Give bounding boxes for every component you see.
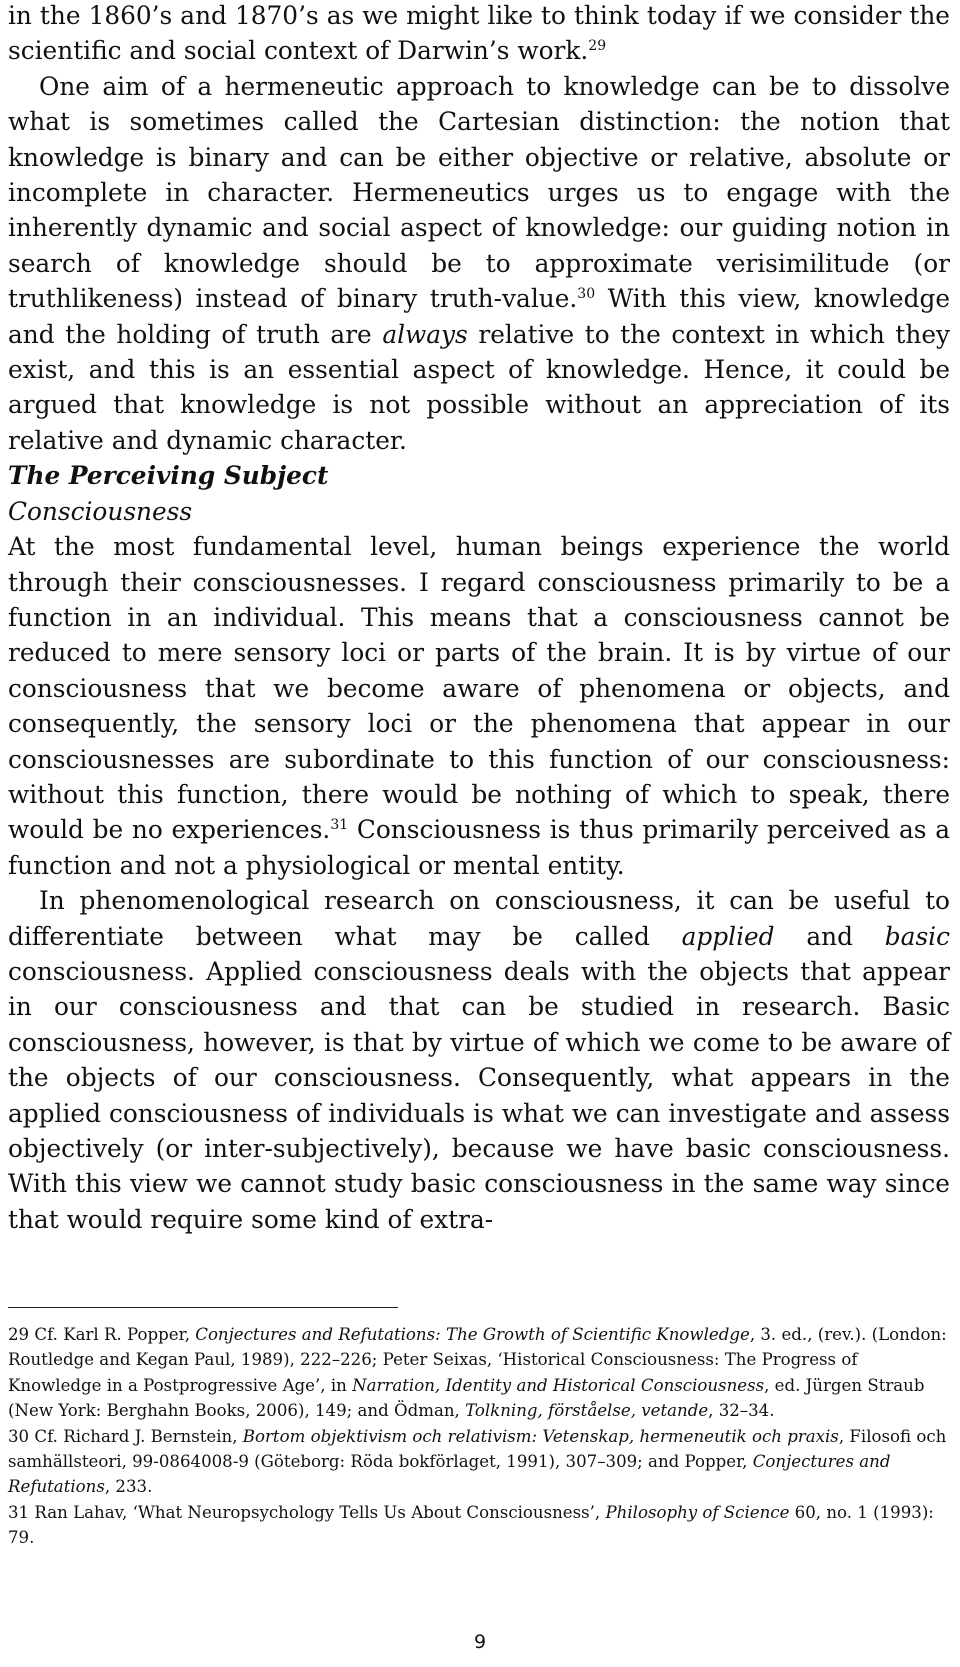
footnote-30: 30 Cf. Richard J. Bernstein, Bortom objektivism och relativism: Vetenskap, hermeneutik och praxis, Filosofi och samhällsteori, 99-0864008-9 (Göteborg: Röda bokförlaget, 1991), 307–309; and Popper, Conjectures and Refutations, 233. [8,1426,947,1497]
subsection-heading: Consciousness [8,496,193,526]
footnote-number: 30 [8,1426,30,1446]
page-number: 9 [473,1631,487,1653]
footnote-31: 31 Ran Lahav, ‘What Neuropsychology Tells Us About Consciousness’, Philosophy of Science 60, no. 1 (1993): 79. [8,1502,934,1548]
footnote-29: 29 Cf. Karl R. Popper, Conjectures and Refutations: The Growth of Scientific Knowledge, 3. ed., (rev.). (London: Routledge and Kegan Paul, 1989), 222–226; Peter Seixas, ‘Historical Consciousness: The Progress of Knowledge in a Postprogressive Age’, in Narration, Identity and Historical Consciousness, ed. Jürgen Straub (New York: Berghahn Books, 2006), 149; and Ödman, Tolkning, förståelse, vetande, 32–34. [8,1325,947,1421]
main-text [8,0,950,1237]
footnote-number: 31 [8,1502,30,1522]
paragraph-1: in the 1860’s and 1870’s as we might like to think today if we consider the scientific and social context of Darwin’s work.$^{29}$ [8,1,950,66]
paragraph-4: In phenomenological research on consciousness, it can be useful to differentiate between what may be called applied and basic consciousness. Applied consciousness deals with the objects that appear in our consciousness and that can be studied in research. Basic consciousness, however, is that by virtue of which we come to be aware of the objects of our consciousness. Consequently, what appears in the applied consciousness of individuals is what we can investigate and assess objectively (or inter-subjectively), because we have basic consciousness. With this view we cannot study basic consciousness in the same way since that would require some kind of extra- [8,886,950,1234]
paragraph-2: One aim of a hermeneutic approach to knowledge can be to dissolve what is sometimes called the Cartesian distinction: the notion that knowledge is binary and can be either objective or relative, absolute or incomplete in character. Hermeneutics urges us to engage with the inherently dynamic and social aspect of knowledge: our guiding notion in search of knowledge should be to approximate verisimilitude (or truthlikeness) instead of binary truth-value.$^{30}$ With this view, knowledge and the holding of truth are always relative to the context in which they exist, and this is an essential aspect of knowledge. Hence, it could be argued that knowledge is not possible without an appreciation of its relative and dynamic character. [8,71,950,455]
footnote-separator [8,1307,398,1308]
footnote-ref-31[interactable]: 31 [330,817,349,834]
footnote-ref-30[interactable]: 30 [577,286,596,303]
section-heading: The Perceiving Subject [8,461,329,491]
footnote-ref-29[interactable]: 29 [588,38,607,55]
paragraph-3: At the most fundamental level, human beings experience the world through their consciousnesses. I regard consciousness primarily to be a function in an individual. This means that a consciousness cannot be reduced to mere sensory loci or parts of the brain. It is by virtue of our consciousness that we become aware of phenomena or objects, and consequently, the sensory loci or the phenomena that appear in our consciousnesses are subordinate to this function of our consciousness: without this function, there would be nothing of which to speak, there would be no experiences.$^{31}$ Consciousness is thus primarily perceived as a function and not a physiological or mental entity. [8,532,950,880]
footnotes [8,1322,950,1551]
footnote-number: 29 [8,1325,30,1344]
